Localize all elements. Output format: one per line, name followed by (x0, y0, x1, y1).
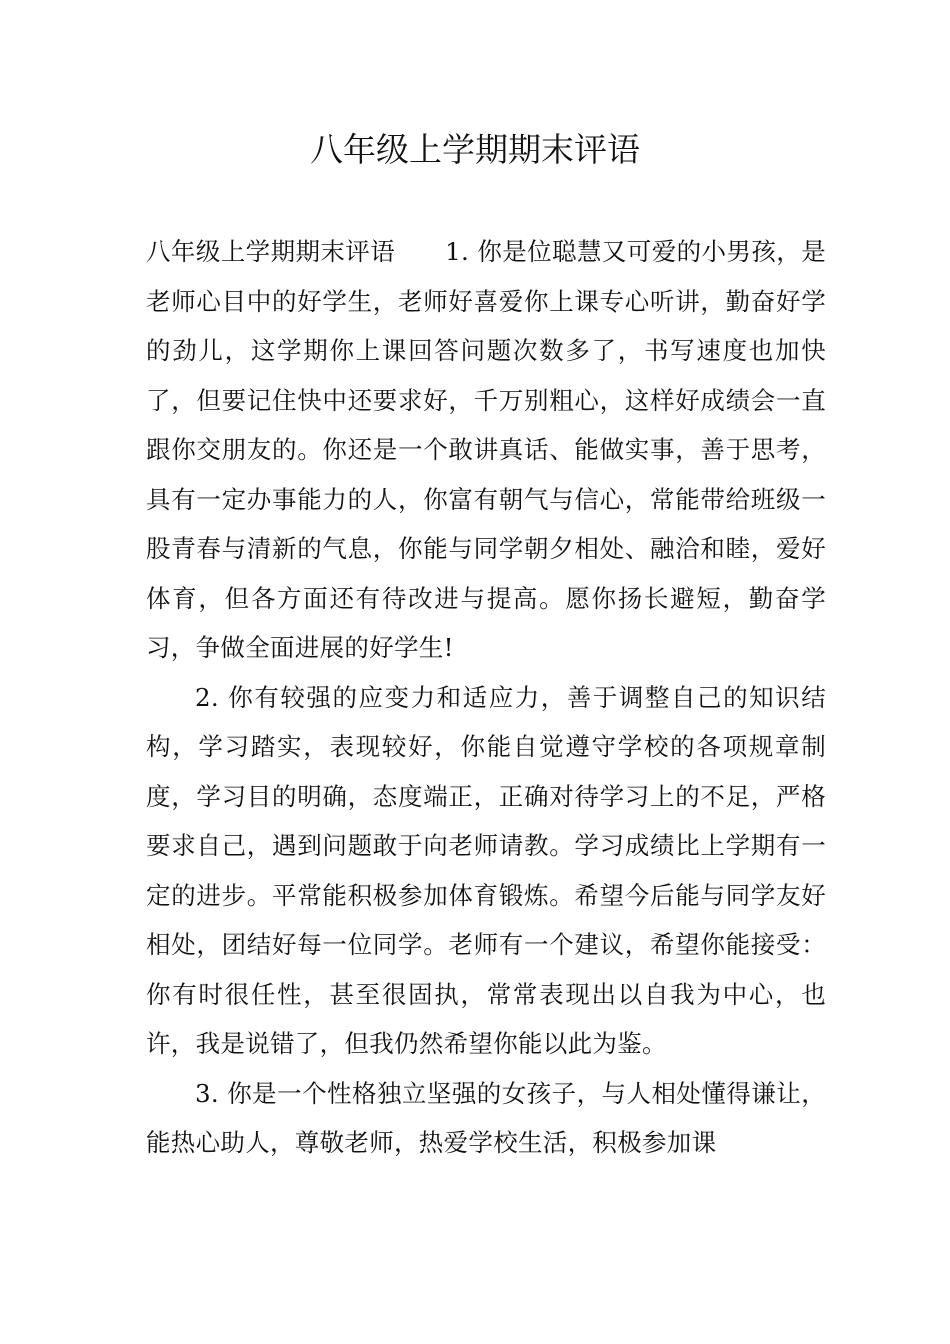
document-title: 八年级上学期期末评语 (310, 130, 640, 169)
paragraph-3: 3. 你是一个性格独立坚强的女孩子，与人相处懂得谦让，能热心助人，尊敬老师，热爱学校生活，积极参加课 (146, 1078, 826, 1157)
document-body (146, 227, 826, 1168)
paragraph-1-text: 1. 你是位聪慧又可爱的小男孩，是老师心目中的好学生，老师好喜爱你上课专心听讲，勤奋好学的劲儿，这学期你上课回答问题次数多了，书写速度也加快了，但要记住快中还要求好，千万别粗心，这样好成绩会一直跟你交朋友的。你还是一个敢讲真话、能做实事，善于思考，具有一定办事能力的人，你富有朝气与信心，常能带给班级一股青春与清新的气息，你能与同学朝夕相处、融洽和睦，爱好体育，但各方面还有待改进与提高。愿你扬长避短，勤奋学习，争做全面进展的好学生! (146, 237, 826, 662)
lead-heading: 八年级上学期期末评语 (146, 237, 396, 266)
paragraph-1 (146, 227, 826, 673)
paragraph-2: 2. 你有较强的应变力和适应力，善于调整自己的知识结构，学习踏实，表现较好，你能自觉遵守学校的各项规章制度，学习目的明确，态度端正，正确对待学习上的不足，严格要求自己，遇到问题敢于向老师请教。学习成绩比上学期有一定的进步。平常能积极参加体育锻炼。希望今后能与同学友好相处，团结好每一位同学。老师有一个建议，希望你能接受：你有时很任性，甚至很固执，常常表现出以自我为中心，也许，我是说错了，但我仍然希望你能以此为鉴。 (146, 682, 826, 1058)
